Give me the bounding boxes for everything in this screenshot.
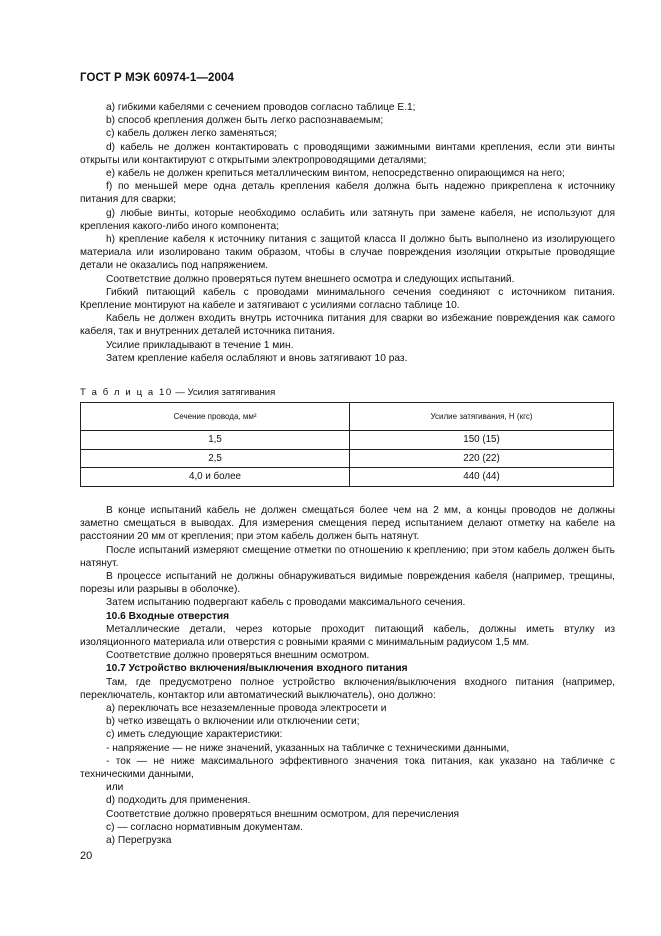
section-heading-10-6: 10.6 Входные отверстия xyxy=(106,610,230,622)
column-header-wire-section: Сечение провода, мм² xyxy=(81,403,350,431)
list-item: а) гибкими кабелями с сечением проводов согласно таблице Е.1; xyxy=(106,102,416,113)
column-header-force: Усилие затягивания, Н (кгс) xyxy=(350,403,614,431)
paragraph: В конце испытаний кабель не должен смещаться более чем на 2 мм, а концы проводов не должны заметно смещаться в выводах. Для измерения смещения перед испытанием делают отметку на кабеле на расстоянии 20 мм от крепления; при этом кабель должен быть натянут. xyxy=(80,505,615,543)
paragraph: Металлические детали, через которые проходит питающий кабель, должны иметь втулку из изоляционного материала или отверстия с ровными краями с минимальным радиусом 1,5 мм. xyxy=(80,623,615,649)
section-heading-10-7: 10.7 Устройство включения/выключения входного питания xyxy=(106,663,408,675)
paragraph: Кабель не должен входить внутрь источника питания для сварки во избежание повреждения как самого кабеля, так и внутренних деталей источника питания. xyxy=(80,313,615,338)
paragraph: Соответствие должно проверяться внешним осмотром, для перечисления xyxy=(106,808,460,820)
list-item: d) подходить для применения. xyxy=(106,795,251,807)
list-item: b) способ крепления должен быть легко распознаваемым; xyxy=(106,115,384,127)
table-cell: 4,0 и более xyxy=(81,468,350,487)
tightening-force-table xyxy=(80,402,614,487)
table-row xyxy=(81,431,614,450)
paragraph: Затем испытанию подвергают кабель с проводами максимального сечения. xyxy=(106,597,466,609)
paragraph: Усилие прикладывают в течение 1 мин. xyxy=(106,339,294,351)
table-cell: 150 (15) xyxy=(350,431,614,450)
list-item: d) кабель не должен контактировать с проводящими зажимными винтами крепления, если эти винты открыты или контактируют с открытыми электропроводящими деталями; xyxy=(80,141,615,166)
dash-item: - напряжение — не ниже значений, указанных на табличке с техническими данными, xyxy=(106,742,510,754)
list-item: f) по меньшей мере одна деталь крепления кабеля должна быть надежно прикреплена к источнику питания для сварки; xyxy=(80,181,615,206)
body-text-lower xyxy=(80,504,615,847)
table-cell: 2,5 xyxy=(81,449,350,468)
paragraph: Соответствие должно проверяться внешним осмотром. xyxy=(106,650,370,662)
list-item: h) крепление кабеля к источнику питания с защитой класса II должно быть выполнено из изолирующего материала или изолировано таким образом, чтобы в случае повреждения изоляции открытые проводящие детали не оказались под напряжением. xyxy=(80,234,615,272)
body-text-upper xyxy=(80,101,615,365)
paragraph: В процессе испытаний не должны обнаруживаться видимые повреждения кабеля (например, трещины, порезы или разрывы в оболочке). xyxy=(80,571,615,596)
table-caption xyxy=(80,387,275,398)
list-item: g) любые винты, которые необходимо ослабить или затянуть при замене кабеля, не используют для крепления какого-либо иного компонента; xyxy=(80,207,615,232)
table-header-row xyxy=(81,403,614,431)
paragraph: Гибкий питающий кабель с проводами минимального сечения соединяют с источником питания. Крепление монтируют на кабеле и затягивают с усилиями согласно таблице 10. xyxy=(80,286,615,312)
table-caption-title: — Усилия затягивания xyxy=(172,387,276,398)
table-cell: 440 (44) xyxy=(350,468,614,487)
list-item: с) — согласно нормативным документам. xyxy=(106,821,303,833)
paragraph: После испытаний измеряют смещение отметки по отношению к креплению; при этом кабель должен быть натянут. xyxy=(80,544,615,569)
list-item: а) переключать все незаземленные провода электросети и xyxy=(106,703,387,715)
paragraph: Затем крепление кабеля ослабляют и вновь затягивают 10 раз. xyxy=(106,352,408,364)
paragraph: Там, где предусмотрено полное устройство включения/выключения входного питания (например, переключатель, контактор или автоматический выключатель), оно должно: xyxy=(80,676,615,701)
list-item: c) кабель должен легко заменяться; xyxy=(106,128,278,140)
table-row xyxy=(81,449,614,468)
or-label: или xyxy=(106,782,124,794)
table-row xyxy=(81,468,614,487)
document-header: ГОСТ Р МЭК 60974-1—2004 xyxy=(80,72,234,84)
list-item: b) четко извещать о включении или отключении сети; xyxy=(106,716,360,728)
dash-item: - ток — не ниже максимального эффективного значения тока питания, как указано на табличке с техническими данными, xyxy=(80,755,615,781)
page-number: 20 xyxy=(80,850,93,862)
table-caption-label: Т а б л и ц а 10 xyxy=(80,387,173,398)
table-cell: 1,5 xyxy=(81,431,350,450)
list-item: c) иметь следующие характеристики: xyxy=(106,729,283,741)
list-item: а) Перегрузка xyxy=(106,835,172,847)
paragraph: Соответствие должно проверяться путем внешнего осмотра и следующих испытаний. xyxy=(106,273,515,285)
table-cell: 220 (22) xyxy=(350,449,614,468)
list-item: е) кабель не должен крепиться металлическим винтом, непосредственно опирающимся на него; xyxy=(106,168,565,180)
